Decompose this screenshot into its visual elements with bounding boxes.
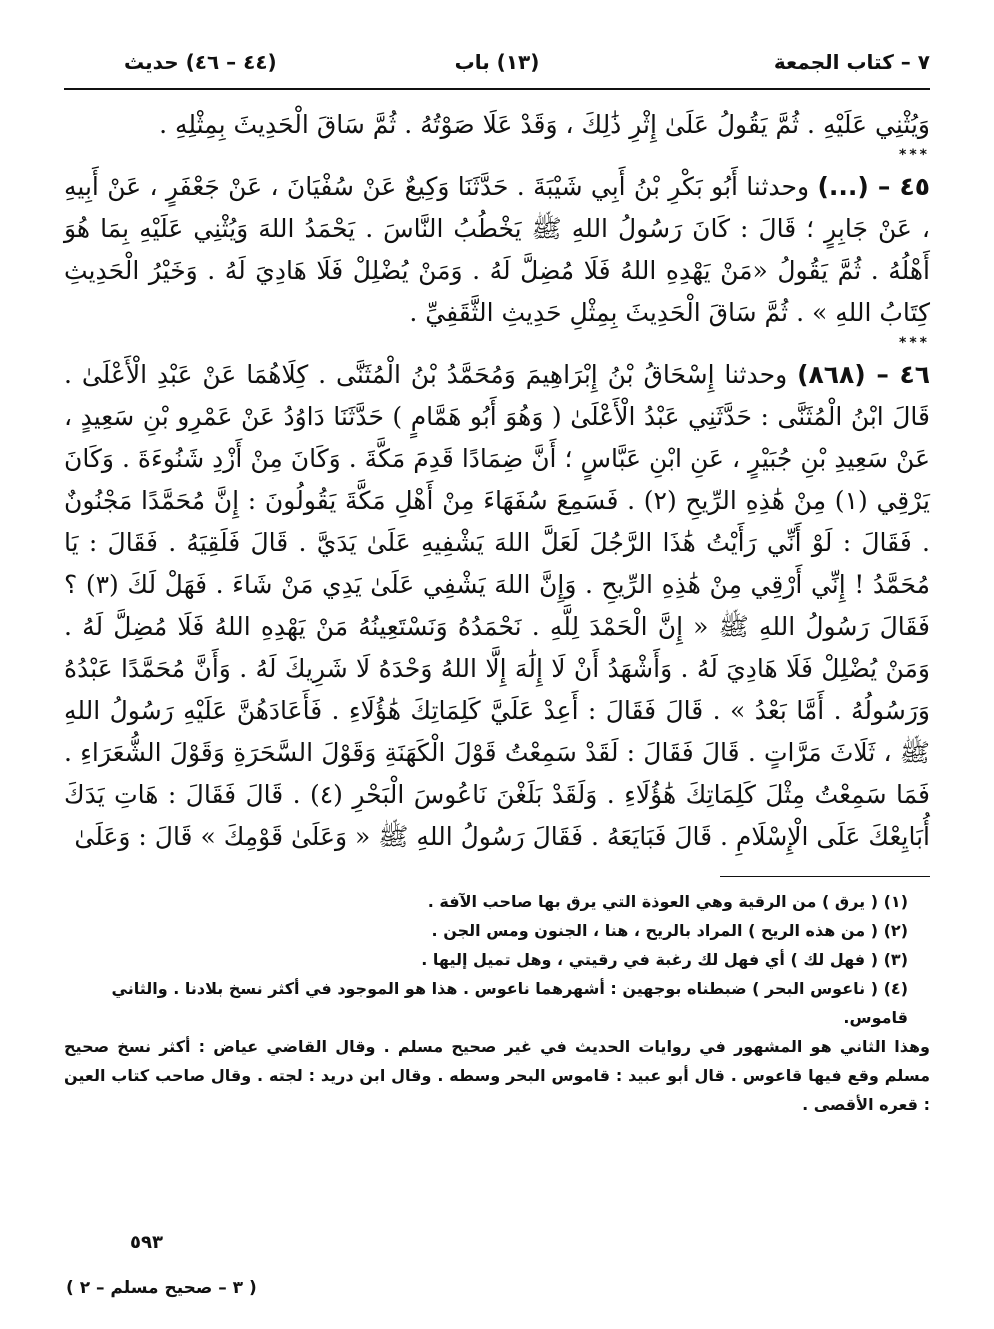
hadith-range: (٤٤ – ٤٦) حديث [124,50,277,74]
page [64,40,930,1119]
footnote-1: (١) ( يرق ) من الرقية وهي العوذة التي يرق بها صاحب الآفة . [427,892,908,911]
page-number: ٥٩٣ [130,1232,163,1253]
footnote-4: (٤) ( ناعوس البحر ) ضبطناه بوجهين : أشهرهما ناعوس . هذا هو الموجود في أكثر نسخ بلادنا . والثاني قاموس. [111,979,908,1027]
footnotes [64,887,930,1119]
signature-mark: ( ٣ – صحيح مسلم – ٢ ) [66,1278,257,1298]
hadith-46 [64,354,930,858]
main-text [64,104,930,858]
hadith-45-text: وحدثنا أَبُو بَكْرِ بْنُ أَبِي شَيْبَةَ . حَدَّثَنَا وَكِيعٌ عَنْ سُفْيَانَ ، عَنْ جَعْفَرٍ ، عَنْ أَبِيهِ ، عَنْ جَابِرٍ ؛ قَالَ : كَانَ رَسُولُ اللهِ ﷺ يَخْطُبُ النَّاسَ . يَحْمَدُ اللهَ وَيُثْنِي عَلَيْهِ بِمَا هُوَ أَهْلُهُ . ثُمَّ يَقُولُ «مَنْ يَهْدِهِ اللهُ فَلَا مُضِلَّ لَهُ . وَمَنْ يُضْلِلْ فَلَا هَادِيَ لَهُ . وَخَيْرُ الْحَدِيثِ كِتَابُ اللهِ » . ثُمَّ سَاقَ الْحَدِيثَ بِمِثْلِ حَدِيثِ الثَّقَفِيِّ . [64,172,930,327]
chapter-title: ٧ – كتاب الجمعة [773,50,930,74]
separator: *** [899,335,930,351]
hadith-45-number: ٤٥ – (...) [817,172,930,201]
hadith-46-text: وحدثنا إِسْحَاقُ بْنُ إِبْرَاهِيمَ وَمُحَمَّدُ بْنُ الْمُثَنَّى . كِلَاهُمَا عَنْ عَبْدِ الْأَعْلَىٰ . قَالَ ابْنُ الْمُثَنَّى : حَدَّثَنِي عَبْدُ الْأَعْلَىٰ ( وَهُوَ أَبُو هَمَّامٍ ) حَدَّثَنَا دَاوُدُ عَنْ عَمْرِو بْنِ سَعِيدٍ ، عَنْ سَعِيدِ بْنِ جُبَيْرٍ ، عَنِ ابْنِ عَبَّاسٍ ؛ أَنَّ ضِمَادًا قَدِمَ مَكَّةَ . وَكَانَ مِنْ أَزْدِ شَنُوءَةَ . وَكَانَ يَرْقِي (١) مِنْ هَٰذِهِ الرِّيحِ (٢) . فَسَمِعَ سُفَهَاءَ مِنْ أَهْلِ مَكَّةَ يَقُولُونَ : إِنَّ مُحَمَّدًا مَجْنُونٌ . فَقَالَ : لَوْ أَنِّي رَأَيْتُ هَٰذَا الرَّجُلَ لَعَلَّ اللهَ يَشْفِيهِ عَلَىٰ يَدَيَّ . قَالَ فَلَقِيَهُ . فَقَالَ : يَا مُحَمَّدُ ! إِنِّي أَرْقِي مِنْ هَٰذِهِ الرِّيحِ . وَإِنَّ اللهَ يَشْفِي عَلَىٰ يَدِي مَنْ شَاءَ . فَهَلْ لَكَ (٣) ؟ فَقَالَ رَسُولُ اللهِ ﷺ « إِنَّ الْحَمْدَ لِلَّهِ . نَحْمَدُهُ وَنَسْتَعِينُهُ مَنْ يَهْدِهِ اللهُ فَلَا مُضِلَّ لَهُ . وَمَنْ يُضْلِلْ فَلَا هَادِيَ لَهُ . وَأَشْهَدُ أَنْ لَا إِلَٰهَ إِلَّا اللهُ وَحْدَهُ لَا شَرِيكَ لَهُ . وَأَنَّ مُحَمَّدًا عَبْدُهُ وَرَسُولُهُ . أَمَّا بَعْدُ » . قَالَ فَقَالَ : أَعِدْ عَلَيَّ كَلِمَاتِكَ هَٰؤُلَاءِ . فَأَعَادَهُنَّ عَلَيْهِ رَسُولُ اللهِ ﷺ ، ثَلَاثَ مَرَّاتٍ . قَالَ فَقَالَ : لَقَدْ سَمِعْتُ قَوْلَ الْكَهَنَةِ وَقَوْلَ السَّحَرَةِ وَقَوْلَ الشُّعَرَاءِ . فَمَا سَمِعْتُ مِثْلَ كَلِمَاتِكَ هَٰؤُلَاءِ . وَلَقَدْ بَلَغْنَ نَاعُوسَ الْبَحْرِ (٤) . قَالَ فَقَالَ : هَاتِ يَدَكَ أُبَايِعْكَ عَلَى الْإِسْلَامِ . قَالَ فَبَايَعَهُ . فَقَالَ رَسُولُ اللهِ ﷺ « وَعَلَىٰ قَوْمِكَ » قَالَ : وَعَلَىٰ [64,360,931,851]
footnote-rule [720,876,930,877]
paragraph-continuation: وَيُثْنِي عَلَيْهِ . ثُمَّ يَقُولُ عَلَىٰ إِثْرِ ذَٰلِكَ ، وَقَدْ عَلَا صَوْتُهُ . ثُمَّ سَاقَ الْحَدِيثَ بِمِثْلِهِ . [159,110,930,139]
hadith-45 [64,166,930,334]
header-rule [64,88,930,90]
separator: *** [899,147,930,163]
hadith-46-number: ٤٦ – (٨٦٨) [797,360,931,389]
footnote-2: (٢) ( من هذه الريح ) المراد بالريح ، هنا ، الجنون ومس الجن . [431,921,908,940]
page-header [64,40,930,84]
footnote-4-continuation: وهذا الثاني هو المشهور في روايات الحديث في غير صحيح مسلم . وقال القاضي عياض : أكثر نسخ صحيح مسلم وقع فيها قاعوس . قال أبو عبيد : قاموس البحر وسطه . وقال ابن دريد : لجته . وقال صاحب كتاب العين : قعره الأقصى . [64,1037,930,1114]
footnote-3: (٣) ( فهل لك ) أي فهل لك رغبة في رقيتي ، وهل تميل إليها . [421,950,908,969]
section-title: (١٣) باب [454,50,540,74]
